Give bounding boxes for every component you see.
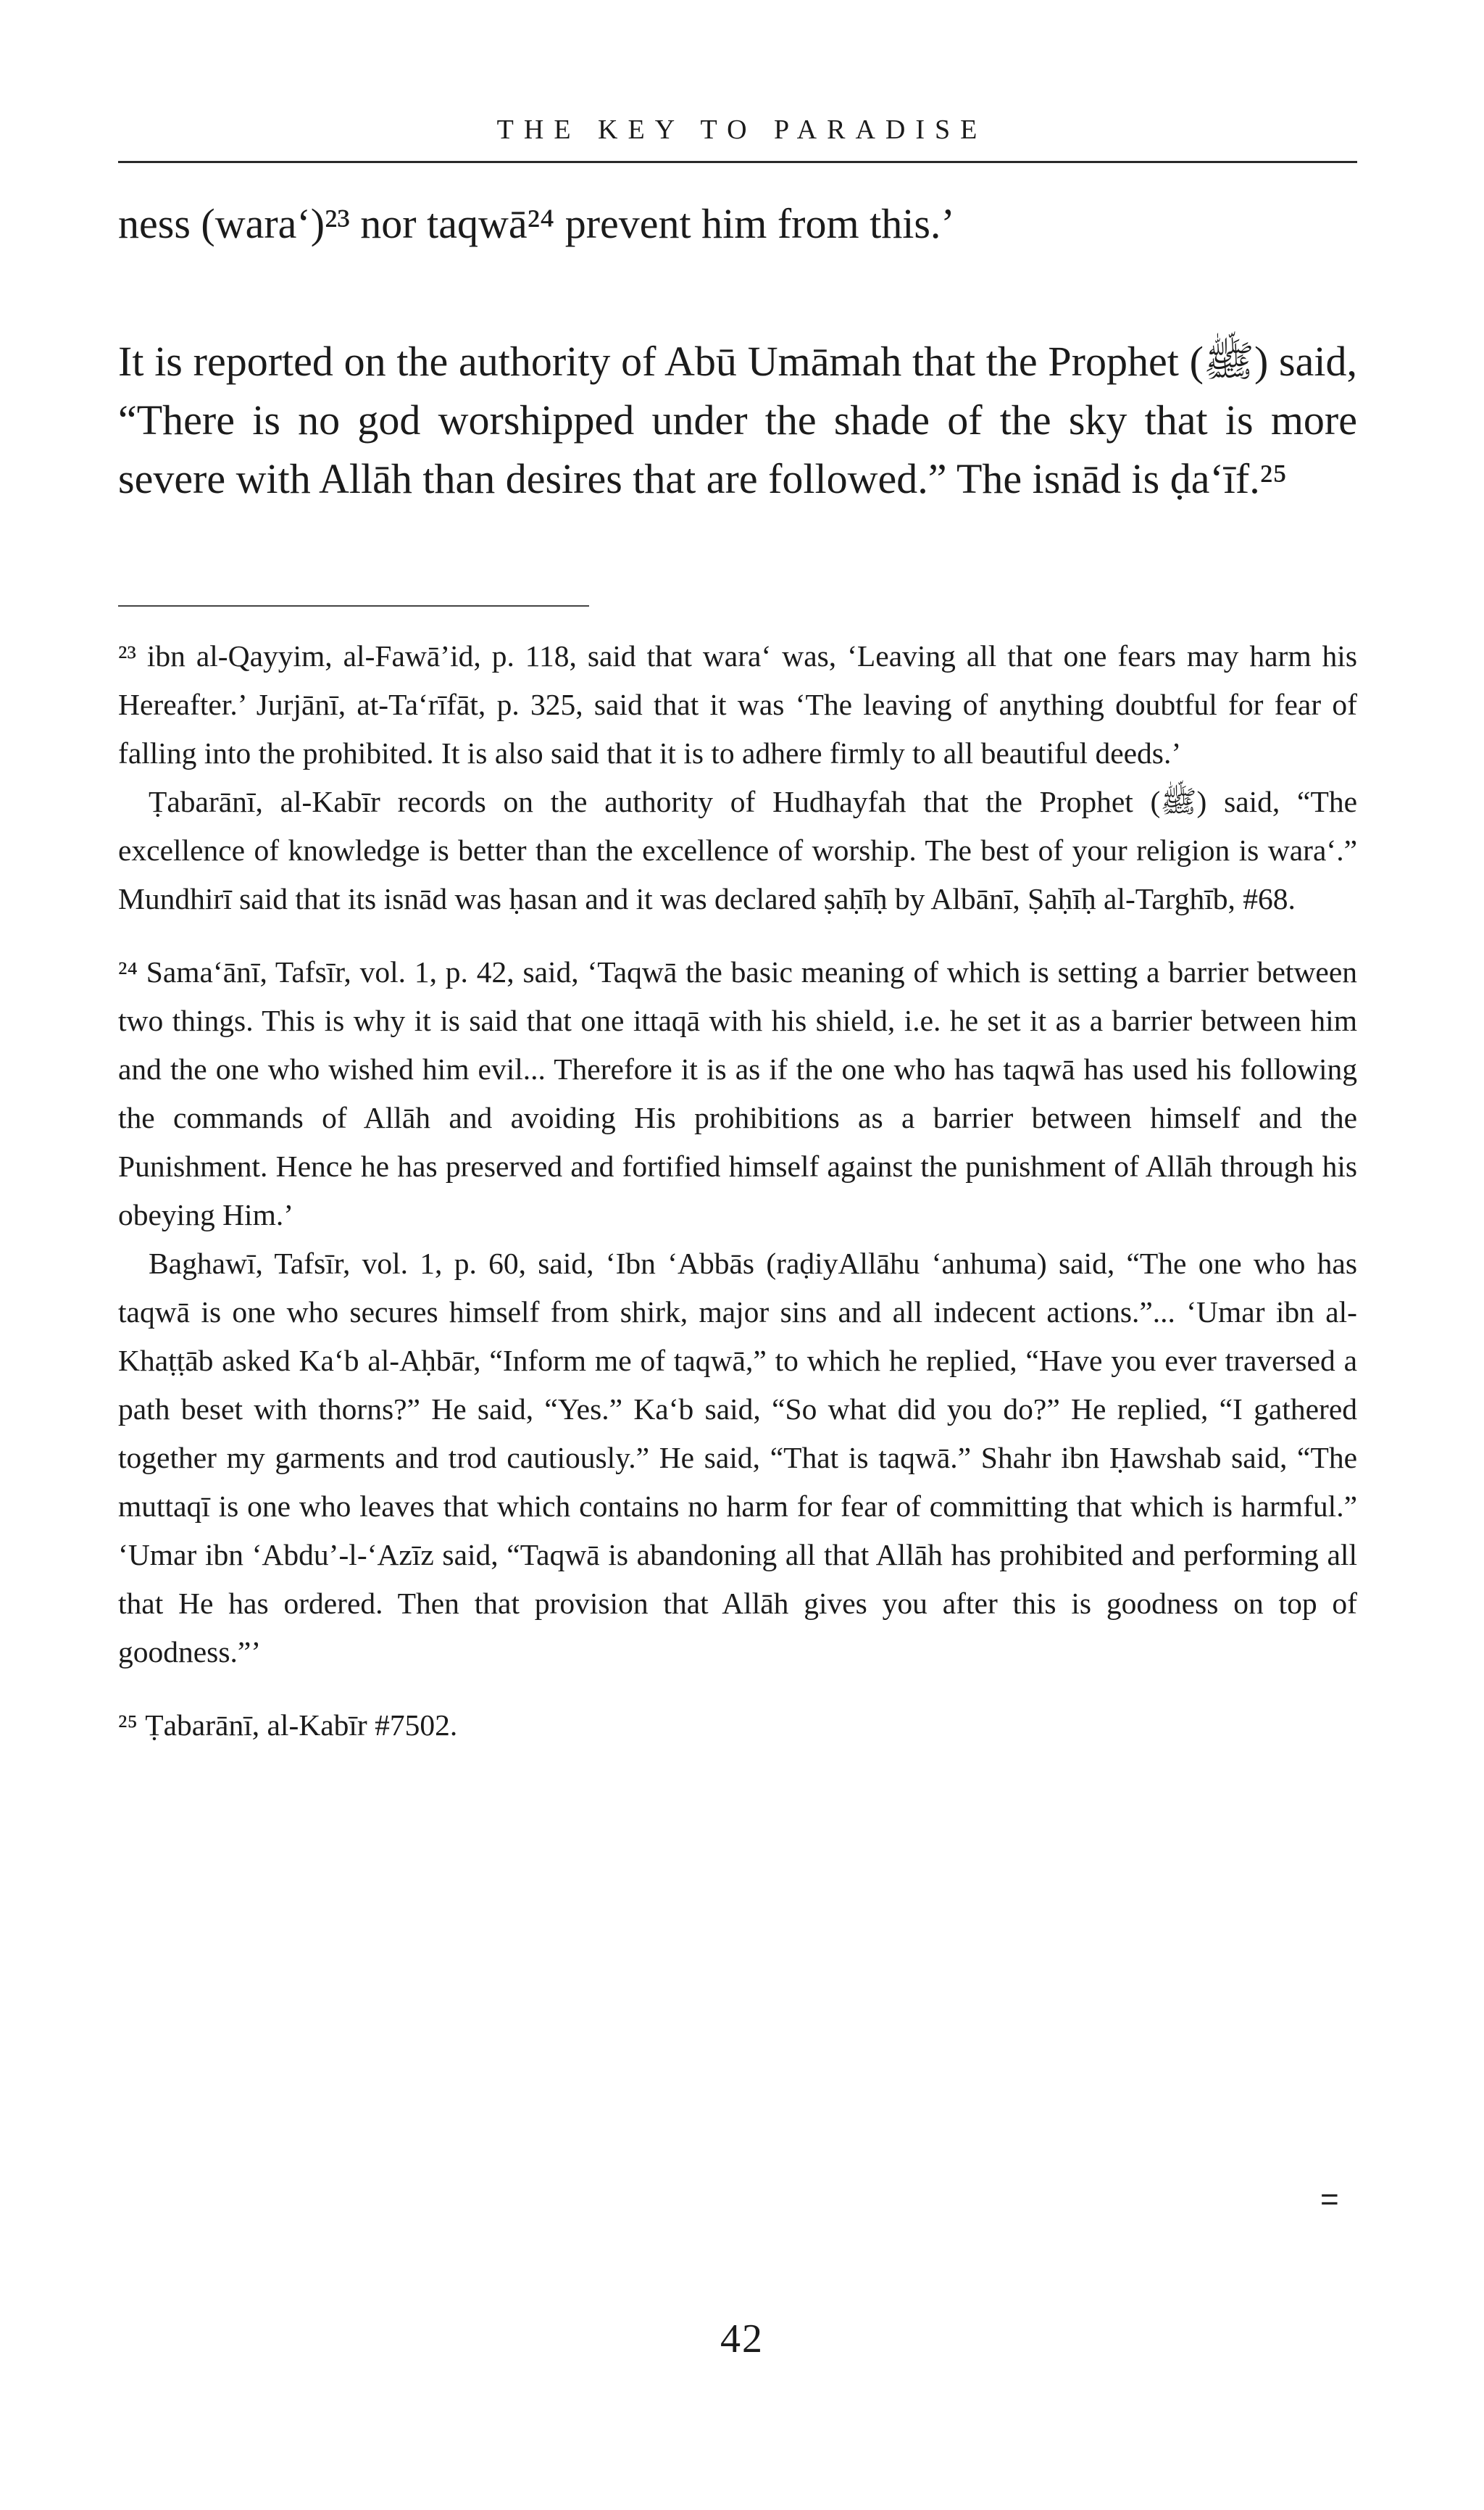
page-number: 42 bbox=[720, 2316, 764, 2361]
footnotes bbox=[118, 632, 1357, 1774]
main-text bbox=[118, 194, 1357, 253]
footnote-23-para-2: Ṭabarānī, al-Kabīr records on the authority of Hudhayfah that the Prophet (ﷺ) said, “The excellence of knowledge is better than the excellence of worship. The best of your religion is wara‘.” Mundhirī said that its isnād was ḥasan and it was declared ṣaḥīḥ by Albānī, Ṣaḥīḥ al-Targhīb, #68. bbox=[118, 785, 1357, 915]
footnote-25 bbox=[118, 1701, 1357, 1750]
footnote-25-text: ²⁵ Ṭabarānī, al-Kabīr #7502. bbox=[118, 1708, 458, 1742]
footnote-23 bbox=[118, 632, 1357, 923]
continuation-mark: = bbox=[1320, 2182, 1339, 2217]
main-paragraph-2: It is reported on the authority of Abū Umāmah that the Prophet (ﷺ) said, “There is no god worshipped under the shade of the sky that is more severe with Allāh than desires that are followed.” The isnād is ḍa‘īf.²⁵ bbox=[118, 338, 1357, 502]
footnote-24 bbox=[118, 948, 1357, 1676]
footnote-24-para-2: Baghawī, Tafsīr, vol. 1, p. 60, said, ‘Ibn ‘Abbās (raḍiyAllāhu ‘anhuma) said, “The one who has taqwā is one who secures himself from shirk, major sins and all indecent actions.”... ‘Umar ibn al-Khaṭṭāb asked Ka‘b al-Aḥbār, “Inform me of taqwā,” to which he replied, “Have you ever traversed a path beset with thorns?” He said, “Yes.” Ka‘b said, “So what did you do?” He replied, “I gathered together my garments and trod cautiously.” He said, “That is taqwā.” Shahr ibn Ḥawshab said, “The muttaqī is one who leaves that which contains no harm for fear of committing that which is harmful.” ‘Umar ibn ‘Abdu’-l-‘Azīz said, “Taqwā is abandoning all that Allāh has prohibited and performing all that He has ordered. Then that provision that Allāh gives you after this is goodness on top of goodness.”’ bbox=[118, 1247, 1357, 1669]
main-line-1: ness (wara‘)²³ nor taqwā²⁴ prevent him from this.’ bbox=[118, 200, 955, 247]
footnote-23-para-1: ²³ ibn al-Qayyim, al-Fawā’id, p. 118, said that wara‘ was, ‘Leaving all that one fears may harm his Hereafter.’ Jurjānī, at-Ta‘rīfāt, p. 325, said that it was ‘The leaving of anything doubtful for fear of falling into the prohibited. It is also said that it is to adhere firmly to all beautiful deeds.’ bbox=[118, 639, 1357, 770]
header-rule bbox=[118, 161, 1357, 163]
footnote-rule bbox=[118, 605, 589, 607]
running-title: THE KEY TO PARADISE bbox=[496, 115, 988, 145]
main-paragraph bbox=[118, 332, 1357, 508]
footnote-24-para-1: ²⁴ Sama‘ānī, Tafsīr, vol. 1, p. 42, said, ‘Taqwā the basic meaning of which is setting a barrier between two things. This is why it is said that one ittaqā with his shield, i.e. he set it as a barrier between him and the one who wished him evil... Therefore it is as if the one who has taqwā has used his following the commands of Allāh and avoiding His prohibitions as a barrier between himself and the Punishment. Hence he has preserved and fortified himself against the punishment of Allāh through his obeying Him.’ bbox=[118, 955, 1357, 1231]
